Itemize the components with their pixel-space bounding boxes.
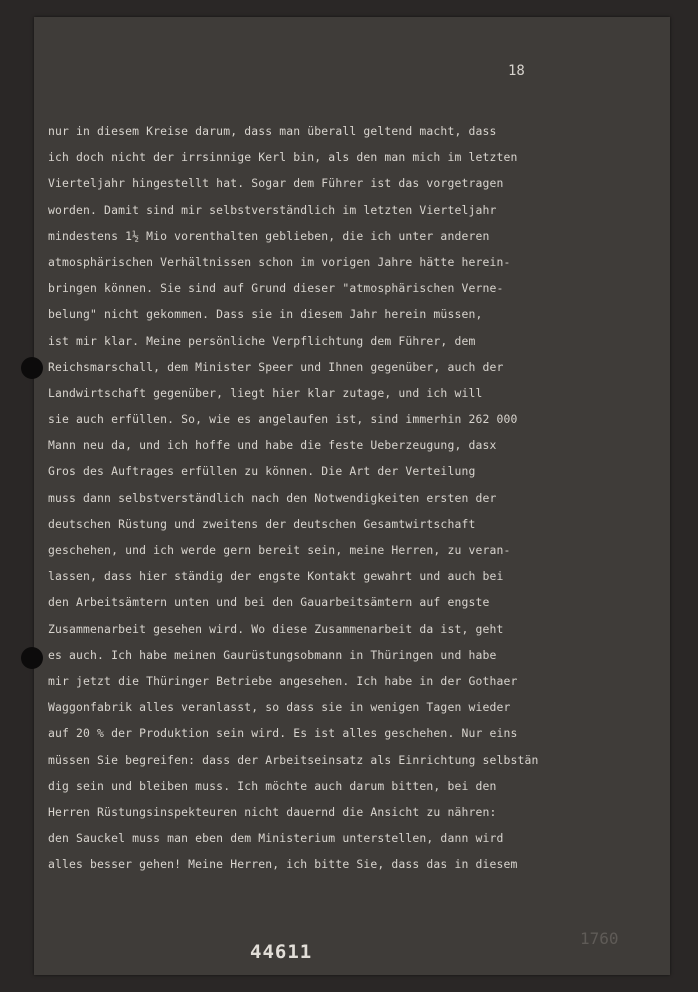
text-line: es auch. Ich habe meinen Gaurüstungsobmann in Thüringen und habe [48, 647, 497, 662]
folio-number: 1760 [580, 929, 619, 948]
text-line: worden. Damit sind mir selbstverständlich im letzten Vierteljahr [48, 202, 497, 217]
text-line: alles besser gehen! Meine Herren, ich bitte Sie, dass das in diesem [48, 857, 518, 872]
text-line: Vierteljahr hingestellt hat. Sogar dem Führer ist das vorgetragen [48, 176, 504, 191]
text-line: auf 20 % der Produktion sein wird. Es ist alles geschehen. Nur eins [48, 726, 518, 741]
text-line: sie auch erfüllen. So, wie es angelaufen ist, sind immerhin 262 000 [48, 412, 518, 427]
text-line: den Sauckel muss man eben dem Ministerium unterstellen, dann wird [48, 831, 504, 846]
text-line: Waggonfabrik alles veranlasst, so dass sie in wenigen Tagen wieder [48, 700, 511, 715]
page-number: 18 [508, 63, 525, 79]
text-line: ist mir klar. Meine persönliche Verpflichtung dem Führer, dem [48, 333, 476, 348]
text-line: dig sein und bleiben muss. Ich möchte auch darum bitten, bei den [48, 778, 497, 793]
text-line: müssen Sie begreifen: dass der Arbeitseinsatz als Einrichtung selbstän [48, 752, 539, 767]
archive-stamp-number: 44611 [250, 941, 313, 963]
text-line: Reichsmarschall, dem Minister Speer und Ihnen gegenüber, auch der [48, 359, 504, 374]
text-line: den Arbeitsämtern unten und bei den Gauarbeitsämtern auf engste [48, 595, 490, 610]
text-line: geschehen, und ich werde gern bereit sein, meine Herren, zu veran- [48, 543, 511, 557]
text-line: atmosphärischen Verhältnissen schon im vorigen Jahre hätte herein- [48, 254, 511, 269]
text-line: Gros des Auftrages erfüllen zu können. Die Art der Verteilung [48, 464, 476, 479]
text-line: bringen können. Sie sind auf Grund dieser "atmosphärischen Verne- [48, 281, 504, 296]
text-line: deutschen Rüstung und zweitens der deutschen Gesamtwirtschaft [48, 516, 476, 531]
body-text [48, 118, 668, 877]
text-line: belung" nicht gekommen. Dass sie in diesem Jahr herein müssen, [48, 307, 483, 322]
text-line: mir jetzt die Thüringer Betriebe angesehen. Ich habe in der Gothaer [48, 673, 518, 688]
text-line: ich doch nicht der irrsinnige Kerl bin, als den man mich im letzten [48, 150, 518, 165]
text-line: Landwirtschaft gegenüber, liegt hier klar zutage, und ich will [48, 385, 483, 400]
text-line: Zusammenarbeit gesehen wird. Wo diese Zusammenarbeit da ist, geht [48, 621, 504, 636]
text-line: Mann neu da, und ich hoffe und habe die feste Ueberzeugung, dasx [48, 438, 497, 453]
punch-hole [21, 647, 43, 669]
text-line: Herren Rüstungsinspekteuren nicht dauernd die Ansicht zu nähren: [48, 804, 497, 819]
punch-hole [21, 357, 43, 379]
text-line: lassen, dass hier ständig der engste Kontakt gewahrt und auch bei [48, 569, 504, 584]
text-line: nur in diesem Kreise darum, dass man überall geltend macht, dass [48, 124, 497, 138]
text-line: muss dann selbstverständlich nach den Notwendigkeiten ersten der [48, 490, 497, 505]
text-line: mindestens 1½ Mio vorenthalten geblieben, die ich unter anderen [48, 228, 490, 243]
document-page [34, 17, 670, 975]
